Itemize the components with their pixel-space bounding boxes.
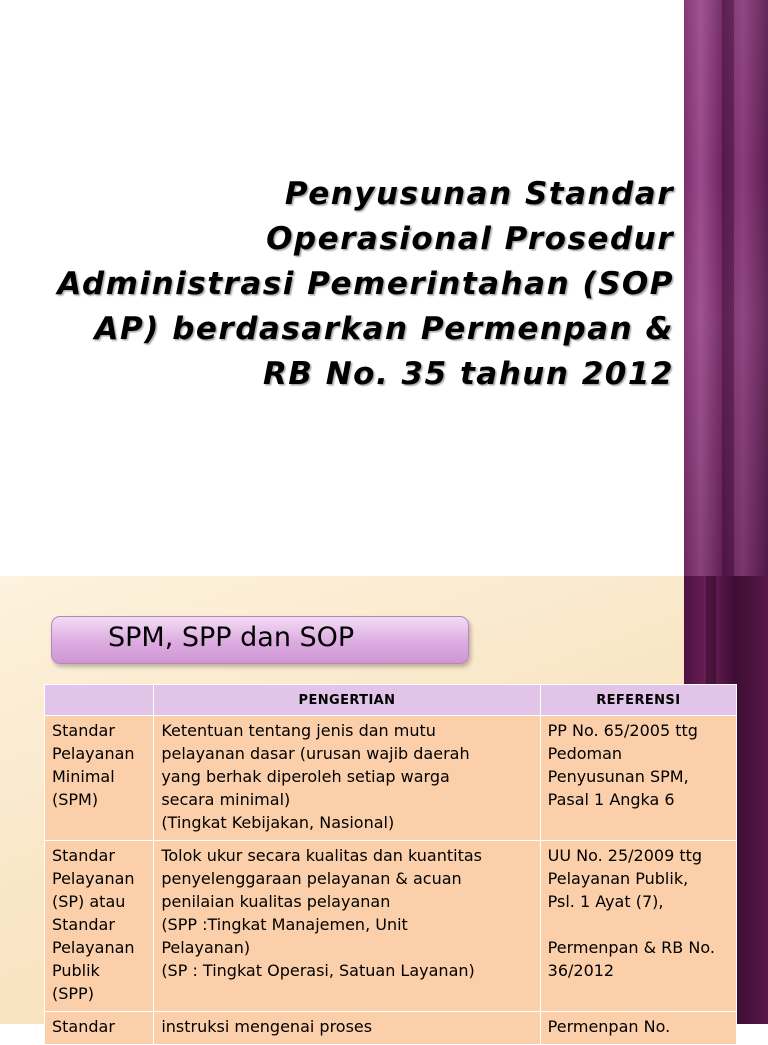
cell-line: Standar — [52, 846, 115, 865]
cell-line: Standar — [52, 721, 115, 740]
title-line: RB No. 35 tahun 2012 — [262, 356, 674, 392]
cell-line: pelayanan dasar (urusan wajib daerah — [161, 744, 470, 763]
cell-line: Pelayanan — [52, 744, 135, 763]
definition-cell — [154, 841, 540, 1012]
term-cell — [45, 716, 154, 841]
cell-line: Standar — [52, 1017, 115, 1036]
cell-line: Tolok ukur secara kualitas dan kuantitas — [161, 846, 482, 865]
title-line: AP) berdasarkan Permenpan & — [94, 311, 674, 347]
cell-line: (SPP) — [52, 984, 94, 1003]
term-cell — [45, 841, 154, 1012]
cell-line: Permenpan & RB No. — [547, 938, 715, 957]
cell-line: Pelayanan) — [161, 938, 251, 957]
slide-heading-box — [51, 616, 469, 664]
table-header-row — [45, 685, 737, 716]
cell-line: yang berhak diperoleh setiap warga — [161, 767, 450, 786]
slide-heading: SPM, SPP dan SOP — [108, 622, 355, 653]
content-slide — [0, 576, 768, 1036]
decorative-side-band — [684, 0, 768, 576]
title-line: Operasional Prosedur — [266, 221, 674, 257]
cell-line: (SP : Tingkat Operasi, Satuan Layanan) — [161, 961, 475, 980]
cell-line: 36/2012 — [547, 961, 615, 980]
cell-line: Pelayanan — [52, 869, 135, 888]
cell-line: (SP) atau — [52, 892, 126, 911]
cell-line: Publik — [52, 961, 100, 980]
cell-line: Minimal — [52, 767, 115, 786]
cell-line: Psl. 1 Ayat (7), — [547, 892, 664, 911]
definition-table — [44, 684, 737, 1045]
definition-cell — [154, 716, 540, 841]
cell-line: secara minimal) — [161, 790, 291, 809]
cell-line: Penyusunan SPM, — [547, 767, 689, 786]
title-line: Penyusunan Standar — [284, 176, 674, 212]
cell-line: UU No. 25/2009 ttg — [547, 846, 703, 865]
table-row — [45, 1012, 737, 1045]
slide-title — [28, 172, 674, 397]
title-line: Administrasi Pemerintahan (SOP — [57, 266, 674, 302]
cell-line: (Tingkat Kebijakan, Nasional) — [161, 813, 395, 832]
cell-line: Standar — [52, 915, 115, 934]
cell-line: PP No. 65/2005 ttg — [547, 721, 698, 740]
definition-cell — [154, 1012, 540, 1045]
cell-line: (SPM) — [52, 790, 99, 809]
header-cell-referensi: REFERENSI — [540, 685, 736, 716]
cell-line: penilaian kualitas pelayanan — [161, 892, 391, 911]
term-cell — [45, 1012, 154, 1045]
table-row — [45, 716, 737, 841]
cell-line: Pedoman — [547, 744, 623, 763]
cell-line: instruksi mengenai proses — [161, 1017, 373, 1036]
cell-line: Pelayanan — [52, 938, 135, 957]
cell-line: penyelenggaraan pelayanan & acuan — [161, 869, 462, 888]
cell-line: Permenpan No. — [547, 1017, 671, 1036]
cell-line: Pelayanan Publik, — [547, 869, 689, 888]
cell-line: Ketentuan tentang jenis dan mutu — [161, 721, 436, 740]
table-row — [45, 841, 737, 1012]
reference-cell — [540, 841, 736, 1012]
cell-line: Pasal 1 Angka 6 — [547, 790, 675, 809]
reference-cell — [540, 1012, 736, 1045]
header-cell-pengertian: PENGERTIAN — [154, 685, 540, 716]
cell-spacer — [548, 913, 730, 936]
cell-line: (SPP :Tingkat Manajemen, Unit — [161, 915, 408, 934]
header-cell-blank — [45, 685, 154, 716]
reference-cell — [540, 716, 736, 841]
